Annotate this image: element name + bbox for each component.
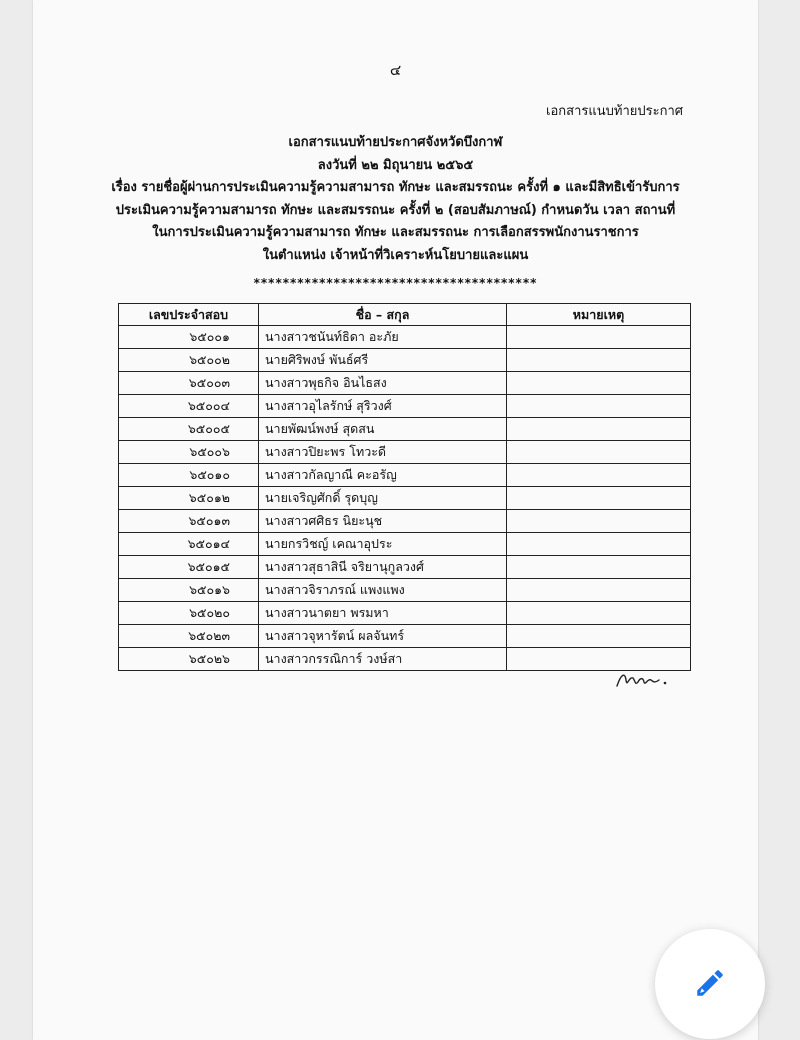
cell-exam-number: ๖๕๐๑๒ (119, 487, 259, 510)
cell-full-name: นางสาวจิราภรณ์ แพงแพง (259, 579, 507, 602)
edit-button[interactable] (655, 929, 765, 1039)
page-number: ๔ (389, 61, 402, 79)
document-heading (33, 132, 758, 267)
cell-exam-number: ๖๕๐๒๐ (119, 602, 259, 625)
column-header-id: เลขประจำสอบ (119, 304, 259, 326)
cell-full-name: นางสาวกัลญาณี คะอรัญ (259, 464, 507, 487)
table-row (119, 533, 691, 556)
cell-remark (507, 326, 691, 349)
cell-full-name: นางสาวปิยะพร โทวะดี (259, 441, 507, 464)
cell-exam-number: ๖๕๐๐๒ (119, 349, 259, 372)
cell-full-name: นายศิริพงษ์ พันธ์ศรี (259, 349, 507, 372)
table-row (119, 625, 691, 648)
cell-remark (507, 349, 691, 372)
table-header-row (119, 304, 691, 326)
cell-remark (507, 510, 691, 533)
cell-full-name: นายพัฒน์พงษ์ สุดสน (259, 418, 507, 441)
cell-remark (507, 625, 691, 648)
cell-remark (507, 487, 691, 510)
cell-exam-number: ๖๕๐๑๕ (119, 556, 259, 579)
heading-line: ในการประเมินความรู้ความสามารถ ทักษะ และสมรรถนะ การเลือกสรรพนักงานราชการ (152, 225, 639, 240)
heading-line: ในตำแหน่ง เจ้าหน้าที่วิเคราะห์นโยบายและแผน (262, 247, 529, 263)
pencil-icon (693, 966, 727, 1000)
table-row (119, 510, 691, 533)
cell-remark (507, 464, 691, 487)
cell-remark (507, 418, 691, 441)
cell-remark (507, 556, 691, 579)
cell-full-name: นายเจริญศักดิ์ รุดบุญ (259, 487, 507, 510)
table-body (119, 326, 691, 671)
cell-remark (507, 602, 691, 625)
table-row (119, 556, 691, 579)
heading-line: ลงวันที่ ๒๒ มิถุนายน ๒๕๖๕ (317, 157, 474, 173)
cell-exam-number: ๖๕๐๑๓ (119, 510, 259, 533)
cell-exam-number: ๖๕๐๒๖ (119, 648, 259, 671)
separator: *************************************** (253, 276, 538, 290)
cell-exam-number: ๖๕๐๐๔ (119, 395, 259, 418)
heading-line: เรื่อง รายชื่อผู้ผ่านการประเมินความรู้ความสามารถ ทักษะ และสมรรถนะ ครั้งที่ ๑ และมีสิทธิเข้ารับการ (111, 180, 680, 195)
cell-exam-number: ๖๕๐๑๖ (119, 579, 259, 602)
cell-exam-number: ๖๕๐๑๔ (119, 533, 259, 556)
attachment-label: เอกสารแนบท้ายประกาศ (546, 104, 683, 119)
cell-exam-number: ๖๕๐๑๐ (119, 464, 259, 487)
cell-full-name: นางสาวจุหารัตน์ ผลจันทร์ (259, 625, 507, 648)
table-row (119, 602, 691, 625)
column-header-note: หมายเหตุ (507, 304, 691, 326)
cell-exam-number: ๖๕๐๐๑ (119, 326, 259, 349)
table-row (119, 441, 691, 464)
cell-full-name: นางสาวนาตยา พรมหา (259, 602, 507, 625)
table-row (119, 418, 691, 441)
candidate-table (118, 303, 691, 671)
cell-full-name: นางสาวกรรณิการ์ วงษ์สา (259, 648, 507, 671)
heading-line: เอกสารแนบท้ายประกาศจังหวัดบึงกาฬ (288, 135, 503, 150)
table-row (119, 372, 691, 395)
cell-full-name: นางสาวสุธาสินี จริยานุกูลวงศ์ (259, 556, 507, 579)
signature-mark (613, 668, 673, 692)
cell-full-name: นางสาวชนันท์ธิดา อะภัย (259, 326, 507, 349)
cell-remark (507, 441, 691, 464)
cell-exam-number: ๖๕๐๐๓ (119, 372, 259, 395)
cell-full-name: นางสาวพุธกิจ อินไธสง (259, 372, 507, 395)
table-row (119, 326, 691, 349)
table-row (119, 395, 691, 418)
table-row (119, 579, 691, 602)
cell-remark (507, 395, 691, 418)
cell-exam-number: ๖๕๐๒๓ (119, 625, 259, 648)
cell-remark (507, 372, 691, 395)
column-header-name: ชื่อ – สกุล (259, 304, 507, 326)
cell-remark (507, 533, 691, 556)
cell-exam-number: ๖๕๐๐๕ (119, 418, 259, 441)
cell-exam-number: ๖๕๐๐๖ (119, 441, 259, 464)
table-row (119, 349, 691, 372)
table-row (119, 648, 691, 671)
heading-line: ประเมินความรู้ความสามารถ ทักษะ และสมรรถนะ ครั้งที่ ๒ (สอบสัมภาษณ์) กำหนดวัน เวลา สถานที่ (115, 202, 676, 218)
table-row (119, 464, 691, 487)
document-page (33, 0, 758, 1040)
cell-full-name: นางสาวอุไลรักษ์ สุริวงศ์ (259, 395, 507, 418)
cell-full-name: นางสาวศศิธร นิยะนุช (259, 510, 507, 533)
cell-remark (507, 579, 691, 602)
table-row (119, 487, 691, 510)
cell-full-name: นายกรวิชญ์ เคณาอุประ (259, 533, 507, 556)
